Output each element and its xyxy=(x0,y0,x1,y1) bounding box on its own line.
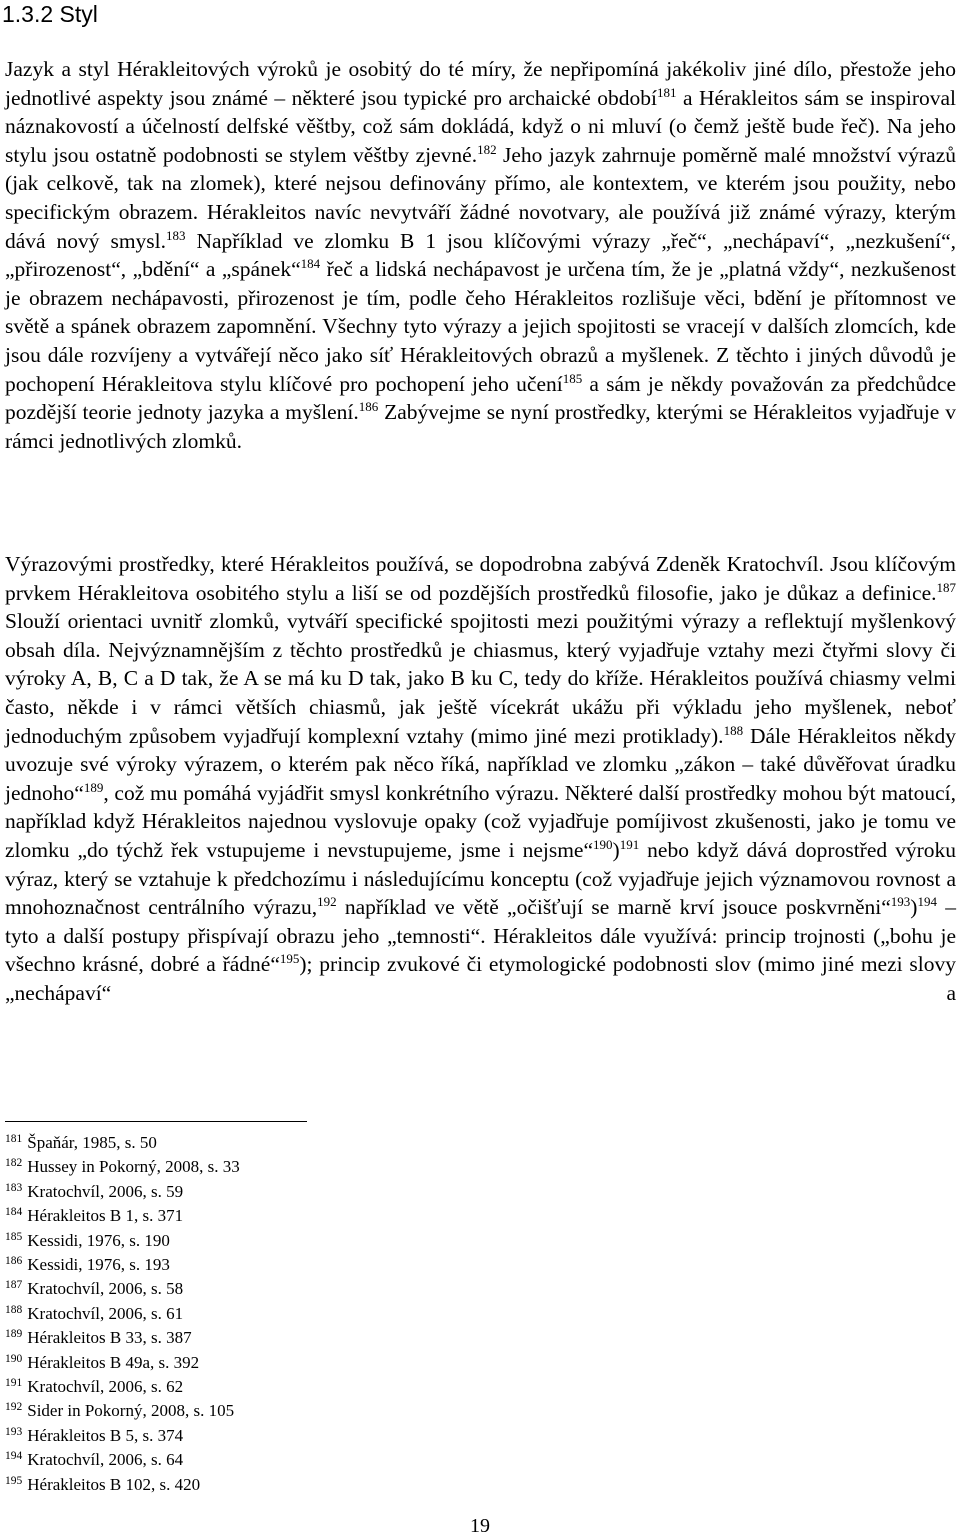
footnote-number: 183 xyxy=(5,1181,23,1194)
footnote-number: 184 xyxy=(5,1206,23,1219)
footnote-list xyxy=(5,1131,240,1497)
footnote xyxy=(5,1399,240,1423)
text-run: Dále Hérakleitos někdy uvozuje své výroky výrazem, o kterém pak něco říká, například ve zlomku „zákon – také důvěřovat úradku jednoho“ xyxy=(5,723,956,805)
footnote-ref[interactable]: 194 xyxy=(917,894,937,910)
footnote-text: Kratochvíl, 2006, s. 61 xyxy=(27,1303,184,1323)
footnote-ref[interactable]: 186 xyxy=(358,399,379,415)
footnote-ref[interactable]: 181 xyxy=(657,84,677,100)
footnote-number: 195 xyxy=(5,1474,23,1487)
footnote xyxy=(5,1448,240,1472)
footnote-ref[interactable]: 192 xyxy=(317,894,337,910)
footnote-number: 194 xyxy=(5,1450,23,1463)
footnote xyxy=(5,1180,240,1204)
footnote-ref[interactable]: 183 xyxy=(166,227,186,243)
footnote-ref[interactable]: 189 xyxy=(83,779,104,795)
footnote-number: 191 xyxy=(5,1377,23,1390)
text-run: Jeho jazyk zahrnuje poměrně malé množství výrazů (jak celkově, tak na zlomek), které nejsou definovány přímo, ale kontextem, ve kterém jsou použity, nebo specifickým obrazem. Hérakleitos navíc nevytváří žádné novotvary, ale používá již známé výrazy, kterým dává nový smysl. xyxy=(5,142,956,253)
footnote-ref[interactable]: 190 xyxy=(593,836,613,852)
text-run: ) xyxy=(612,837,620,862)
text-run: například ve větě „očišťují se marně krví jsouce poskvrněni“ xyxy=(336,895,891,920)
footnote-number: 190 xyxy=(5,1352,23,1365)
footnote-text: Sider in Pokorný, 2008, s. 105 xyxy=(27,1401,235,1421)
footnote-number: 193 xyxy=(5,1425,23,1438)
text-run: Výrazovými prostředky, které Hérakleitos používá, se dopodrobna zabývá Zdeněk Kratochvíl. Jsou klíčovým prvkem Hérakleitova osobitého stylu a liší se od pozdějších prostředků filosofie, jako je důkaz a definice. xyxy=(5,552,956,605)
footnote-text: Hussey in Pokorný, 2008, s. 33 xyxy=(27,1157,240,1177)
footnote xyxy=(5,1229,240,1253)
footnote xyxy=(5,1473,240,1497)
footnote xyxy=(5,1326,240,1350)
footnote-text: Hérakleitos B 102, s. 420 xyxy=(27,1474,201,1494)
footnote-ref[interactable]: 193 xyxy=(890,894,911,910)
footnote-text: Hérakleitos B 33, s. 387 xyxy=(27,1328,192,1348)
body-paragraph-1 xyxy=(5,55,956,455)
footnote xyxy=(5,1131,240,1155)
text-run: a sám je někdy považován za předchůdce pozdější teorie jednoty jazyka a myšlení. xyxy=(5,371,956,425)
page-number: 19 xyxy=(470,1515,490,1537)
footnote-text: Hérakleitos B 5, s. 374 xyxy=(27,1425,184,1445)
footnote xyxy=(5,1375,240,1399)
footnote xyxy=(5,1351,240,1375)
footnote-ref[interactable]: 182 xyxy=(477,141,497,157)
text-run: Jazyk a styl Hérakleitových výroků je osobitý do té míry, že nepřipomíná jakékoliv jiné dílo, přestože jeho jednotlivé aspekty jsou známé – některé jsou typické pro archaické období xyxy=(5,57,956,110)
footnote xyxy=(5,1424,240,1448)
footnote-text: Kratochvíl, 2006, s. 64 xyxy=(27,1450,184,1470)
footnote xyxy=(5,1253,240,1277)
text-run: řeč a lidská nechápavost je určena tím, že je „platná vždy“, nezkušenost je obrazem nechápavosti, přirozenost je tím, podle čeho Hérakleitos rozlišuje věci, bdění je přítomnost ve světě a spánek obrazem zapomnění. Všechny tyto výrazy a jejich spojitosti se vracejí v dalších zlomcích, kde jsou dále rozvíjeny a vytvářejí něco jako síť Hérakleitových obrazů a myšlenek. Z těchto i jiných důvodů je pochopení Hérakleitova stylu klíčové pro pochopení jeho učení xyxy=(5,257,956,396)
text-run: ) xyxy=(910,895,918,920)
section-heading: 1.3.2 Styl xyxy=(2,1,98,27)
footnote-text: Hérakleitos B 49a, s. 392 xyxy=(27,1352,200,1372)
footnote-text: Hérakleitos B 1, s. 371 xyxy=(27,1206,184,1226)
text-run: – tyto a další postupy přispívají obrazu jeho „temnosti“. Hérakleitos dále využívá: princip trojnosti („bohu je všechno krásné, dobré a řádné“ xyxy=(5,895,957,977)
footnote-number: 187 xyxy=(5,1279,23,1292)
footnote-ref[interactable]: 184 xyxy=(300,256,321,272)
footnote xyxy=(5,1155,240,1179)
text-run: , což mu pomáhá vyjádřit smysl konkrétního výrazu. Některé další prostředky mohou být matoucí, například když Hérakleitos najednou vyslovuje opaky (což vyjadřuje pomíjivost zkušenosti, jako je tomu ve zlomku „do týchž řek vstupujeme i nevstupujeme, jsme i nejsme“ xyxy=(5,780,956,862)
footnote-text: Kessidi, 1976, s. 190 xyxy=(27,1230,170,1250)
text-run: Například ve zlomku B 1 jsou klíčovými výrazy „řeč“, „nechápaví“, „nezkušení“, „přirozenost“, „bdění“ a „spánek“ xyxy=(5,228,956,282)
text-run: Zabývejme se nyní prostředky, kterými se Hérakleitos vyjadřuje v rámci jednotlivých zlomků. xyxy=(5,400,956,453)
footnote-number: 188 xyxy=(5,1303,23,1316)
footnote-text: Kessidi, 1976, s. 193 xyxy=(27,1255,170,1275)
footnote-text: Špaňár, 1985, s. 50 xyxy=(27,1133,157,1152)
footnote xyxy=(5,1302,240,1326)
body-paragraph-2 xyxy=(5,550,956,1008)
footnote-number: 181 xyxy=(5,1133,23,1145)
footnote-ref[interactable]: 187 xyxy=(936,579,956,595)
footnote xyxy=(5,1277,240,1301)
footnote-ref[interactable]: 195 xyxy=(279,951,300,967)
footnote-ref[interactable]: 191 xyxy=(619,836,640,852)
footnote-separator xyxy=(5,1121,307,1122)
text-run: nebo když dává doprostřed výroku výraz, který se vztahuje k předchozímu i následujícímu konceptu (což vyjadřuje jejich významovou rovnost a mnohoznačnost centrálního výrazu, xyxy=(5,837,956,920)
footnote-text: Kratochvíl, 2006, s. 58 xyxy=(27,1279,184,1299)
text-run: a Hérakleitos sám se inspiroval náznakovostí a účelností delfské věštby, což sám dokládá, když o ni mluví (o čemž ještě bude řeč). Na jeho stylu jsou ostatně podobnosti se stylem věštby zjevné. xyxy=(5,85,956,167)
footnote-number: 189 xyxy=(5,1328,23,1341)
footnote-ref[interactable]: 185 xyxy=(562,370,583,386)
footnote-text: Kratochvíl, 2006, s. 59 xyxy=(27,1181,184,1201)
text-run: Slouží orientaci uvnitř zlomků, vytváří specifické spojitosti mezi použitými výrazy a reflektují myšlenkový obsah díla. Nejvýznamnějším z těchto prostředků je chiasmus, který vyjadřuje vztahy mezi čtyřmi slovy či výroky A, B, C a D tak, že A se má ku D tak, jako B ku C, tedy do kříže. Hérakleitos používá chiasmy velmi často, někde i v rámci větších chiasmů, jak ještě vícekrát ukážu při výkladu jeho myšlenek, neboť jednoduchým způsobem vyjadřují komplexní vztahy (mimo jiné mezi protiklady). xyxy=(5,609,956,748)
footnote xyxy=(5,1204,240,1228)
footnote-number: 182 xyxy=(5,1157,23,1170)
footnote-number: 185 xyxy=(5,1230,23,1243)
footnote-number: 192 xyxy=(5,1401,23,1414)
footnote-number: 186 xyxy=(5,1255,23,1268)
footnote-ref[interactable]: 188 xyxy=(723,722,744,738)
footnote-text: Kratochvíl, 2006, s. 62 xyxy=(27,1377,184,1397)
text-run: ); princip zvukové či etymologické podobnosti slov (mimo jiné mezi slovy „nechápaví“ a xyxy=(5,952,956,1005)
